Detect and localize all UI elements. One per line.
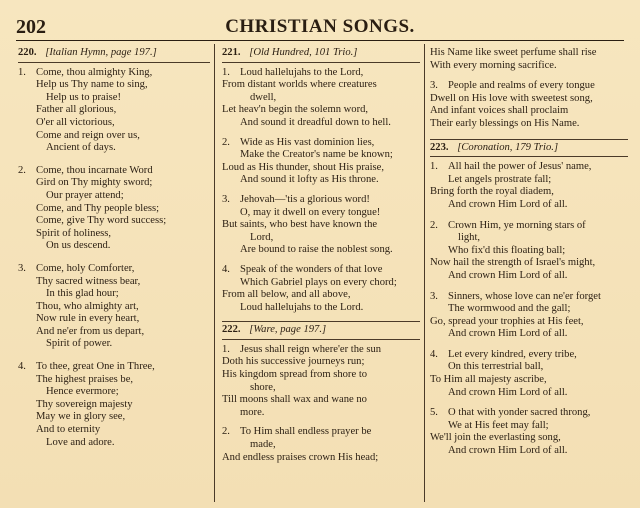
verse-line: And infant voices shall proclaim — [430, 105, 569, 117]
verse-line: Who fix'd this floating ball; — [448, 244, 566, 256]
verse-line: Are bound to raise the noblest song. — [240, 244, 393, 256]
hymn-223 — [430, 161, 628, 457]
stanza — [430, 80, 628, 130]
column-right — [430, 47, 628, 504]
hymn-223-heading — [430, 139, 628, 158]
verse-line: To Him shall endless prayer be — [240, 426, 372, 438]
verse-number: 3. — [430, 290, 438, 302]
hymn-221 — [222, 67, 420, 315]
page-header — [16, 14, 624, 42]
hymn-221-heading — [222, 47, 420, 63]
verse-line: Now hail the strength of Israel's might, — [430, 257, 596, 269]
header-rule — [16, 40, 624, 41]
hymn-222-heading — [222, 321, 420, 340]
stanza — [430, 407, 628, 457]
verse-line: Loud hallelujahs to the Lord. — [240, 301, 364, 313]
verse-number: 5. — [430, 407, 438, 419]
stanza — [430, 220, 628, 283]
verse-line: Their early blessings on His Name. — [430, 117, 580, 129]
verse-line: Crown Him, ye morning stars of — [448, 219, 586, 231]
verse-number: 2. — [222, 136, 230, 148]
verse-line: Thy sacred witness bear, — [36, 275, 141, 287]
verse-line: dwell, — [250, 91, 277, 103]
stanza — [430, 349, 628, 399]
verse-line: Now rule in every heart, — [36, 313, 140, 325]
hymn-tune: [Coronation, 179 Trio.] — [457, 141, 559, 153]
verse-line: Ancient of days. — [46, 142, 116, 154]
hymn-222 — [222, 344, 420, 464]
verse-line: And crown Him Lord of all. — [448, 328, 568, 340]
verse-number: 1. — [222, 343, 230, 355]
verse-line: O, may it dwell on every tongue! — [240, 206, 381, 218]
verse-line: Let angels prostrate fall; — [448, 173, 552, 185]
verse-number: 2. — [430, 219, 438, 231]
stanza — [222, 264, 420, 314]
hymn-number: 223. — [430, 141, 449, 153]
verse-line: But saints, who best have known the — [222, 219, 378, 231]
stanza-continued — [430, 47, 628, 72]
stanza — [430, 291, 628, 341]
verse-line: Dwell on His love with sweetest song, — [430, 92, 593, 104]
verse-line: Thou, who almighty art, — [36, 300, 139, 312]
verse-line: Doth his successive journeys run; — [222, 356, 365, 368]
verse-line: Make the Creator's name be known; — [240, 149, 393, 161]
verse-line: And sound it lofty as His throne. — [240, 174, 379, 186]
verse-number: 3. — [222, 193, 230, 205]
verse-line: shore, — [250, 381, 276, 393]
verse-number: 1. — [222, 66, 230, 78]
verse-line: Come and reign over us, — [36, 129, 140, 141]
page-number: 202 — [16, 16, 46, 38]
verse-line: With every morning sacrifice. — [430, 59, 557, 71]
hymn-tune: [Italian Hymn, page 197.] — [45, 47, 157, 58]
verse-line: And crown Him Lord of all. — [448, 386, 568, 398]
hymn-number: 221. — [222, 47, 241, 58]
verse-line: Jehovah—'tis a glorious word! — [240, 193, 370, 205]
verse-line: From distant worlds where creatures — [222, 79, 377, 91]
verse-line: And crown Him Lord of all. — [448, 198, 568, 210]
verse-line: Lord, — [250, 231, 274, 243]
verse-number: 4. — [18, 361, 26, 373]
column-divider-left — [214, 44, 215, 502]
verse-line: On us descend. — [46, 240, 111, 252]
hymn-tune: [Ware, page 197.] — [249, 324, 327, 336]
verse-line: The wormwood and the gall; — [448, 303, 571, 315]
verse-line: Loud as His thunder, shout His praise, — [222, 161, 384, 173]
verse-number: 3. — [18, 262, 26, 274]
column-divider-right — [424, 44, 425, 502]
verse-line: Father all glorious, — [36, 104, 117, 116]
verse-line: And crown Him Lord of all. — [448, 445, 568, 457]
verse-line: And ne'er from us depart, — [36, 325, 145, 337]
verse-line: Bring forth the royal diadem, — [430, 186, 554, 198]
stanza — [222, 344, 420, 420]
verse-number: 2. — [222, 426, 230, 438]
stanza — [222, 137, 420, 187]
verse-line: Let heav'n begin the solemn word, — [222, 104, 369, 116]
verse-line: Help us to praise! — [46, 91, 122, 103]
verse-line: light, — [458, 232, 481, 244]
verse-line: made, — [250, 439, 276, 451]
verse-line: Hence evermore; — [46, 386, 119, 398]
verse-line: Jesus shall reign where'er the sun — [240, 343, 382, 355]
verse-line: People and realms of every tongue — [448, 80, 595, 92]
running-title: CHRISTIAN SONGS. — [225, 16, 415, 37]
verse-line: Come, thou almighty King, — [36, 66, 153, 78]
verse-line: Come, thou incarnate Word — [36, 164, 153, 176]
stanza — [430, 161, 628, 211]
verse-line: Which Gabriel plays on every chord; — [240, 276, 397, 288]
verse-line: Come, give Thy word success; — [36, 215, 167, 227]
verse-number: 1. — [18, 66, 26, 78]
verse-line: Gird on Thy mighty sword; — [36, 177, 153, 189]
verse-line: O'er all victorious, — [36, 116, 115, 128]
verse-line: To thee, great One in Three, — [36, 361, 155, 373]
verse-line: more. — [240, 406, 265, 418]
verse-line: Speak of the wonders of that love — [240, 263, 383, 275]
stanza — [18, 361, 210, 449]
stanza — [18, 263, 210, 351]
verse-line: We at His feet may fall; — [448, 419, 549, 431]
verse-line: May we in glory see, — [36, 411, 126, 423]
verse-line: Let every kindred, every tribe, — [448, 348, 577, 360]
verse-line: In this glad hour; — [46, 288, 119, 300]
verse-number: 3. — [430, 80, 438, 92]
verse-line: Come, holy Comforter, — [36, 262, 135, 274]
verse-line: Spirit of holiness, — [36, 227, 112, 239]
verse-line: Go, spread your trophies at His feet, — [430, 315, 584, 327]
verse-line: Loud hallelujahs to the Lord, — [240, 66, 364, 78]
verse-number: 4. — [430, 348, 438, 360]
column-left — [18, 47, 210, 504]
verse-line: From all below, and all above, — [222, 289, 351, 301]
verse-line: We'll join the everlasting song, — [430, 432, 561, 444]
stanza — [222, 194, 420, 257]
stanza — [18, 67, 210, 155]
verse-number: 2. — [18, 164, 26, 176]
verse-line: On this terrestrial ball, — [448, 361, 544, 373]
verse-line: His Name like sweet perfume shall rise — [430, 47, 597, 58]
column-middle — [222, 47, 420, 504]
stanza — [18, 165, 210, 253]
stanza — [222, 67, 420, 130]
verse-line: The highest praises be, — [36, 373, 134, 385]
verse-line: Help us Thy name to sing, — [36, 79, 148, 91]
verse-line: Wide as His vast dominion lies, — [240, 136, 375, 148]
verse-line: Sinners, whose love can ne'er forget — [448, 290, 601, 302]
stanza — [222, 426, 420, 464]
verse-line: Thy sovereign majesty — [36, 398, 133, 410]
hymn-220-heading — [18, 47, 210, 63]
hymn-number: 222. — [222, 324, 241, 336]
verse-line: O that with yonder sacred throng, — [448, 407, 591, 419]
verse-line: To Him all majesty ascribe, — [430, 374, 547, 386]
verse-number: 4. — [222, 263, 230, 275]
verse-line: Till moons shall wax and wane no — [222, 394, 367, 406]
verse-number: 1. — [430, 161, 438, 173]
verse-line: His kingdom spread from shore to — [222, 369, 368, 381]
hymn-220 — [18, 67, 210, 450]
verse-line: And sound it dreadful down to hell. — [240, 116, 391, 128]
verse-line: Spirit of power. — [46, 338, 113, 350]
verse-line: All hail the power of Jesus' name, — [448, 161, 592, 173]
verse-line: Love and adore. — [46, 436, 115, 448]
verse-line: And to eternity — [36, 424, 101, 436]
verse-line: And crown Him Lord of all. — [448, 269, 568, 281]
verse-line: Come, and Thy people bless; — [36, 202, 160, 214]
verse-line: And endless praises crown His head; — [222, 451, 379, 463]
hymn-number: 220. — [18, 47, 37, 58]
hymn-tune: [Old Hundred, 101 Trio.] — [249, 47, 358, 58]
verse-line: Our prayer attend; — [46, 189, 124, 201]
